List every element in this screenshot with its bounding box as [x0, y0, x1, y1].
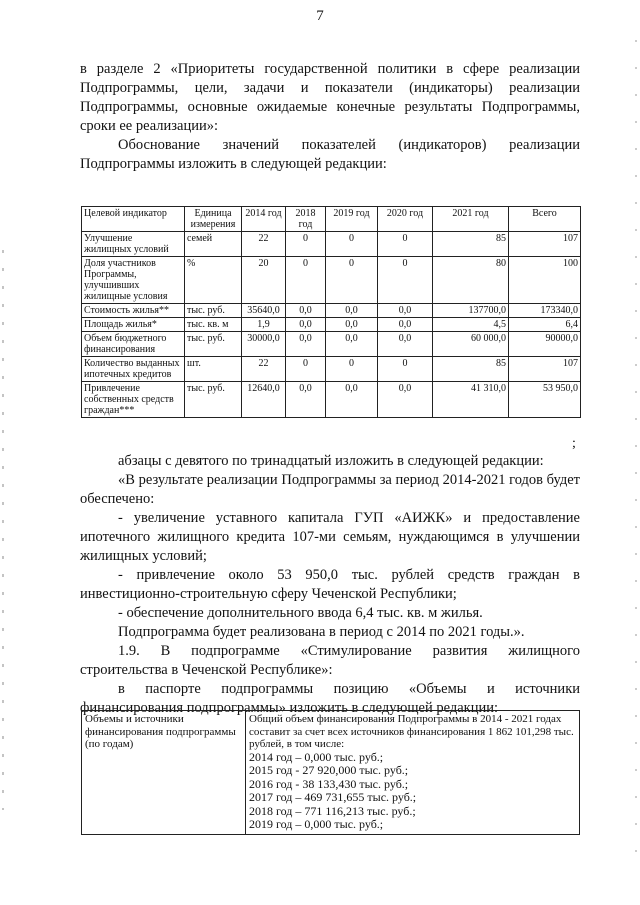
- indicators-cell: 0,0: [326, 318, 378, 332]
- indicators-cell: 41 310,0: [433, 382, 509, 418]
- indicators-cell: 0,0: [286, 304, 326, 318]
- indicators-row: [82, 232, 581, 257]
- paragraph: «В результате реализации Подпрограммы за период 2014-2021 годов будет обеспечено:: [80, 472, 580, 507]
- funding-label: Объемы и источники финансирования подпрограммы (по годам): [82, 711, 246, 835]
- funding-year-line: 2015 год - 27 920,000 тыс. руб.;: [249, 763, 409, 777]
- indicators-cell: Стоимость жилья**: [82, 304, 185, 318]
- header-cell: 2014 год: [242, 207, 286, 232]
- indicators-cell: %: [185, 257, 242, 304]
- indicators-cell: 0: [378, 357, 433, 382]
- indicators-cell: 30000,0: [242, 332, 286, 357]
- indicators-cell: 0: [326, 257, 378, 304]
- indicators-row: [82, 357, 581, 382]
- indicators-cell: 20: [242, 257, 286, 304]
- indicators-cell: 22: [242, 232, 286, 257]
- paragraph: абзацы с девятого по тринадцатый изложить в следующей редакции:: [118, 453, 544, 469]
- intro-section: [80, 60, 580, 174]
- indicators-cell: Объем бюджетного финансирования: [82, 332, 185, 357]
- indicators-cell: 107: [509, 357, 581, 382]
- paragraph: в паспорте подпрограммы позицию «Объемы и источники финансирования подпрограммы» изложить в следующей редакции:: [80, 681, 580, 716]
- indicators-cell: 80: [433, 257, 509, 304]
- page-number: 7: [316, 8, 324, 24]
- header-cell: 2019 год: [326, 207, 378, 232]
- indicators-cell: 173340,0: [509, 304, 581, 318]
- indicators-cell: 0,0: [378, 304, 433, 318]
- intro-paragraph-1: в разделе 2 «Приоритеты государственной политики в сфере реализации Подпрограммы, цели, задачи и показатели (индикаторы) реализации Подпрограммы, основные ожидаемые конечные результаты Подпрограммы, сроки ее реализации»:: [80, 61, 580, 134]
- scan-edge-left: [2, 250, 4, 810]
- indicators-cell: 0: [286, 257, 326, 304]
- indicators-cell: Доля участников Программы, улучшивших жилищные условия: [82, 257, 185, 304]
- indicators-cell: 53 950,0: [509, 382, 581, 418]
- indicators-cell: 35640,0: [242, 304, 286, 318]
- scan-edge-right: [635, 40, 637, 860]
- indicators-cell: 85: [433, 357, 509, 382]
- indicators-cell: 0: [326, 232, 378, 257]
- indicators-cell: 0: [378, 232, 433, 257]
- funding-table: [81, 710, 580, 835]
- indicators-cell: 0,0: [286, 318, 326, 332]
- indicators-cell: 0: [326, 357, 378, 382]
- indicators-cell: 6,4: [509, 318, 581, 332]
- funding-content: [246, 711, 580, 835]
- indicators-cell: 0,0: [378, 318, 433, 332]
- indicators-table: [81, 206, 581, 418]
- indicators-header-row: [82, 207, 581, 232]
- header-cell: 2018 год: [286, 207, 326, 232]
- header-cell: 2020 год: [378, 207, 433, 232]
- semicolon-mark: ;: [572, 436, 576, 451]
- funding-year-line: 2018 год – 771 116,213 тыс. руб.;: [249, 803, 416, 818]
- funding-year-line: 2014 год – 0,000 тыс. руб.;: [249, 749, 384, 764]
- indicators-cell: 85: [433, 232, 509, 257]
- indicators-cell: тыс. кв. м: [185, 318, 242, 332]
- indicators-cell: 4,5: [433, 318, 509, 332]
- indicators-cell: 137700,0: [433, 304, 509, 318]
- indicators-cell: семей: [185, 232, 242, 257]
- funding-row: [82, 711, 580, 835]
- indicators-cell: шт.: [185, 357, 242, 382]
- indicators-cell: 107: [509, 232, 581, 257]
- paragraph: - обеспечение дополнительного ввода 6,4 тыс. кв. м жилья.: [118, 605, 483, 621]
- indicators-cell: Привлечение собственных средств граждан***: [82, 382, 185, 418]
- indicators-cell: Улучшение жилищных условий: [82, 232, 185, 257]
- indicators-cell: 0,0: [286, 382, 326, 418]
- indicators-row: [82, 318, 581, 332]
- indicators-cell: 0,0: [326, 332, 378, 357]
- indicators-row: [82, 332, 581, 357]
- indicators-cell: 0,0: [378, 332, 433, 357]
- indicators-cell: 12640,0: [242, 382, 286, 418]
- indicators-cell: 0: [378, 257, 433, 304]
- indicators-cell: 60 000,0: [433, 332, 509, 357]
- indicators-row: [82, 382, 581, 418]
- funding-year-line: 2019 год – 0,000 тыс. руб.;: [249, 817, 384, 831]
- indicators-cell: 0,0: [326, 304, 378, 318]
- indicators-cell: 0: [286, 357, 326, 382]
- header-cell: 2021 год: [433, 207, 509, 232]
- indicators-cell: 0: [286, 232, 326, 257]
- header-cell: Целевой индикатор: [82, 207, 185, 232]
- funding-intro: Общий объем финансирования Подпрограммы в 2014 - 2021 годах составит за счет всех источников финансирования 1 862 101,298 тыс. рублей, в том числе:: [249, 713, 574, 750]
- indicators-cell: тыс. руб.: [185, 304, 242, 318]
- funding-year-line: 2016 год - 38 133,430 тыс. руб.;: [249, 776, 409, 791]
- indicators-cell: 0,0: [378, 382, 433, 418]
- indicators-cell: 0,0: [326, 382, 378, 418]
- indicators-cell: Площадь жилья*: [82, 318, 185, 332]
- indicators-cell: 1,9: [242, 318, 286, 332]
- paragraphs-section: [80, 452, 580, 718]
- indicators-cell: 100: [509, 257, 581, 304]
- indicators-row: [82, 257, 581, 304]
- paragraph: Подпрограмма будет реализована в период с 2014 по 2021 годы.».: [118, 624, 525, 640]
- header-cell: Единица измерения: [185, 207, 242, 232]
- indicators-cell: 90000,0: [509, 332, 581, 357]
- paragraph: 1.9. В подпрограмме «Стимулирование развития жилищного строительства в Чеченской Республике»:: [80, 643, 580, 678]
- funding-year-line: 2017 год – 469 731,655 тыс. руб.;: [249, 790, 417, 804]
- paragraph: - привлечение около 53 950,0 тыс. рублей средств граждан в инвестиционно-строительную сферу Чеченской Республики;: [80, 567, 580, 602]
- indicators-cell: тыс. руб.: [185, 382, 242, 418]
- indicators-row: [82, 304, 581, 318]
- header-cell: Всего: [509, 207, 581, 232]
- indicators-cell: тыс. руб.: [185, 332, 242, 357]
- intro-paragraph-2: Обоснование значений показателей (индикаторов) реализации Подпрограммы изложить в следующей редакции:: [80, 137, 580, 172]
- paragraph: - увеличение уставного капитала ГУП «АИЖК» и предоставление ипотечного жилищного кредита 107-ми семьям, нуждающимся в улучшении жилищных условий;: [80, 510, 580, 564]
- indicators-cell: 22: [242, 357, 286, 382]
- indicators-cell: Количество выданных ипотечных кредитов: [82, 357, 185, 382]
- funding-years-list: [249, 751, 576, 832]
- indicators-cell: 0,0: [286, 332, 326, 357]
